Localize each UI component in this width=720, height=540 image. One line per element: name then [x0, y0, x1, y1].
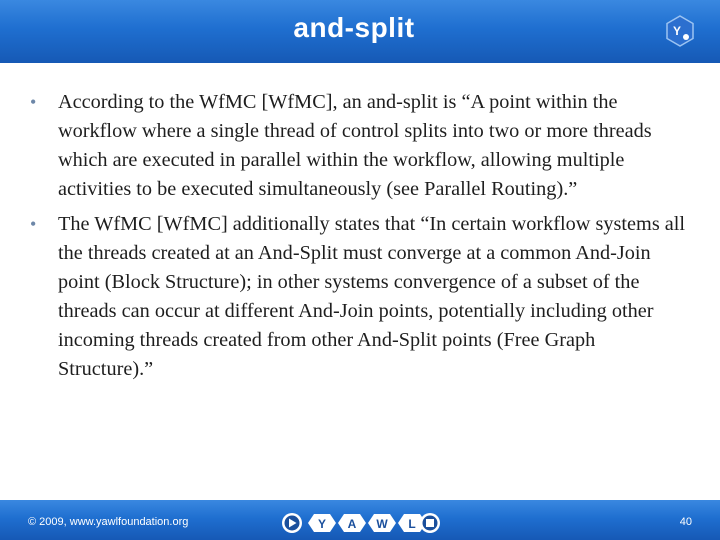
nav-letter-y [308, 514, 336, 532]
play-icon[interactable] [282, 513, 302, 533]
nav-letter-a-text: A [347, 517, 357, 531]
bullet-text: The WfMC [WfMC] additionally states that “In certain workflow systems all the threads created at an And-Split must converge at a common And-Join point (Block Structure); in other systems convergence of a subset of the threads can occur at different And-Join points, potentially including other incoming threads created from other And-Split points (Free Graph Structure).” [58, 213, 686, 380]
bullet-text: According to the WfMC [WfMC], an and-split is “A point within the workflow where a single thread of control splits into two or more threads which are executed in parallel within the workflow, allowing multiple activities to be executed simultaneously (see Parallel Routing).” [58, 91, 652, 200]
slide-header [0, 0, 720, 63]
nav-letter-y-text: Y [317, 517, 327, 531]
yawl-nav-logo [281, 512, 441, 534]
nav-letter-w-text: W [376, 517, 388, 531]
nav-letter-a [338, 514, 366, 532]
slide-footer [0, 500, 720, 540]
svg-text:Y: Y [672, 24, 682, 38]
bullet-item [30, 88, 690, 204]
bullet-item [30, 210, 690, 384]
slide-body [30, 88, 690, 390]
bullet-marker: • [30, 92, 37, 112]
bullet-marker: • [30, 214, 37, 234]
slide-title: and-split [293, 12, 415, 43]
stop-icon[interactable] [420, 513, 440, 533]
nav-letter-l-text: L [408, 517, 416, 531]
yawl-logo-icon [666, 15, 694, 47]
copyright-text: © 2009, www.yawlfoundation.org [28, 516, 189, 528]
nav-letter-w [368, 514, 396, 532]
page-number: 40 [679, 516, 692, 528]
